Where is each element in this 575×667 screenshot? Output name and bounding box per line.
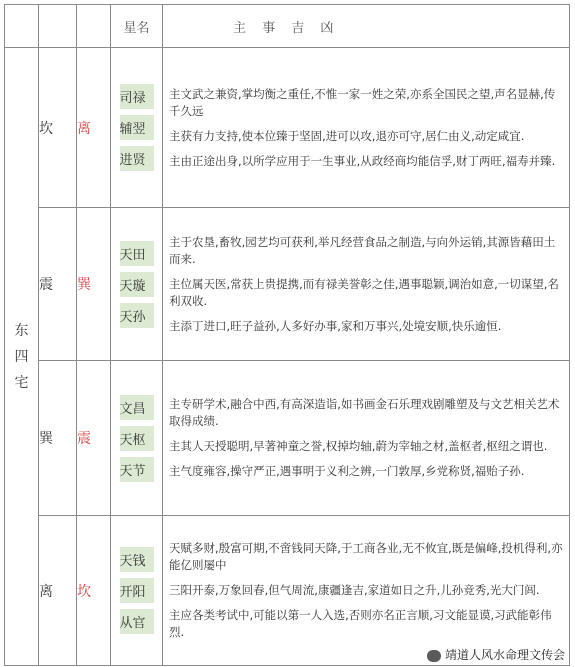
header-blank-3: [77, 5, 111, 48]
star-tag: 从官: [120, 609, 154, 634]
gua-cell: 离: [39, 516, 77, 666]
desc-paragraph: 主于农垦,畜牧,园艺均可获利,举凡经营食品之制造,与向外运销,其源皆藉田土而来.: [169, 234, 556, 266]
star-cell: [111, 516, 163, 666]
star-tag: 辅翌: [120, 115, 154, 140]
wechat-icon: [427, 650, 441, 662]
table-row: [5, 208, 570, 361]
star-tag: 天枢: [120, 426, 154, 451]
star-tag: 天钱: [120, 547, 154, 572]
desc-paragraph: 主文武之兼资,掌均衡之重任,不惟一家一姓之荣,亦系全国民之望,声名显赫,传千久远: [169, 86, 556, 118]
desc-paragraph: 主气度雍容,操守严正,遇事明于义利之辨,一门敦厚,乡党称贤,福贻子孙.: [169, 464, 525, 478]
desc-paragraph: 主添丁进口,旺子益孙,人多好办事,家和万事兴,处境安顺,快乐逾恒.: [169, 318, 502, 333]
gua-cell: 坎: [39, 48, 77, 208]
star-tag: 开阳: [120, 578, 154, 603]
star-tag: 进贤: [120, 146, 154, 171]
gua-cell: 巽: [39, 361, 77, 516]
desc-paragraph: 天赋多财,殷富可期,不啻钱同天降,于工商各业,无不攸宜,既是偏峰,投机得利,亦能亿则屡中: [169, 541, 563, 572]
desc-paragraph: 主其人天授聪明,早著神童之誉,权掉均轴,蔚为宰轴之材,盖枢者,枢纽之谓也.: [169, 439, 548, 453]
header-blank-2: [39, 5, 77, 48]
desc-paragraph: 主由正途出身,以所学应用于一生事业,从政经商均能信孚,财丁两旺,福寿并臻.: [169, 153, 556, 168]
pair-cell: 离: [77, 48, 111, 208]
star-cell: [111, 208, 163, 361]
desc-paragraph: 三阳开泰,万象回春,但气周流,康疆逢吉,家道如日之升,儿孙竞秀,光大门闾.: [169, 583, 540, 597]
table-row: [5, 516, 570, 666]
group-char: 宅: [14, 374, 29, 391]
header-star-name: 星名: [111, 5, 163, 48]
desc-cell: [163, 208, 570, 361]
group-label: [5, 48, 39, 666]
desc-paragraph: 主应各类考试中,可能以第一人入选,否则亦名正言顺,习文能显谟,习武能彰伟烈.: [169, 608, 552, 639]
desc-paragraph: 主专研学术,融合中西,有高深造诣,如书画金石乐理戏剧雕塑及与文艺相关艺术取得成绩.: [169, 397, 560, 428]
gua-cell: 震: [39, 208, 77, 361]
star-cell: [111, 361, 163, 516]
desc-cell: [163, 516, 570, 666]
star-tag: 天璇: [120, 272, 154, 297]
group-char: 四: [14, 348, 29, 365]
header-main: 主 事 吉 凶: [163, 5, 570, 48]
watermark: [403, 647, 567, 664]
watermark-text: 靖道人风水命理文传会: [444, 648, 565, 662]
fortune-table: [4, 4, 570, 666]
table-row: [5, 48, 570, 208]
star-tag: 司禄: [120, 84, 154, 109]
star-tag: 文昌: [120, 395, 154, 420]
pair-cell: 坎: [77, 516, 111, 666]
star-cell: [111, 48, 163, 208]
star-tag: 天田: [120, 241, 154, 266]
star-tag: 天节: [120, 457, 154, 482]
group-char: 东: [14, 322, 29, 339]
desc-cell: [163, 361, 570, 516]
desc-paragraph: 主位属天医,常获上贵提携,而有禄美誉彰之佳,遇事聪颖,调治如意,一切谋望,名利双收.: [169, 276, 559, 308]
header-row: [5, 5, 570, 48]
pair-cell: 震: [77, 361, 111, 516]
header-blank-1: [5, 5, 39, 48]
pair-cell: 巽: [77, 208, 111, 361]
desc-cell: [163, 48, 570, 208]
desc-paragraph: 主获有力支持,使本位臻于坚固,进可以攻,退亦可守,居仁由义,动定咸宜.: [169, 128, 525, 143]
table-row: [5, 361, 570, 516]
star-tag: 天孙: [120, 303, 154, 328]
